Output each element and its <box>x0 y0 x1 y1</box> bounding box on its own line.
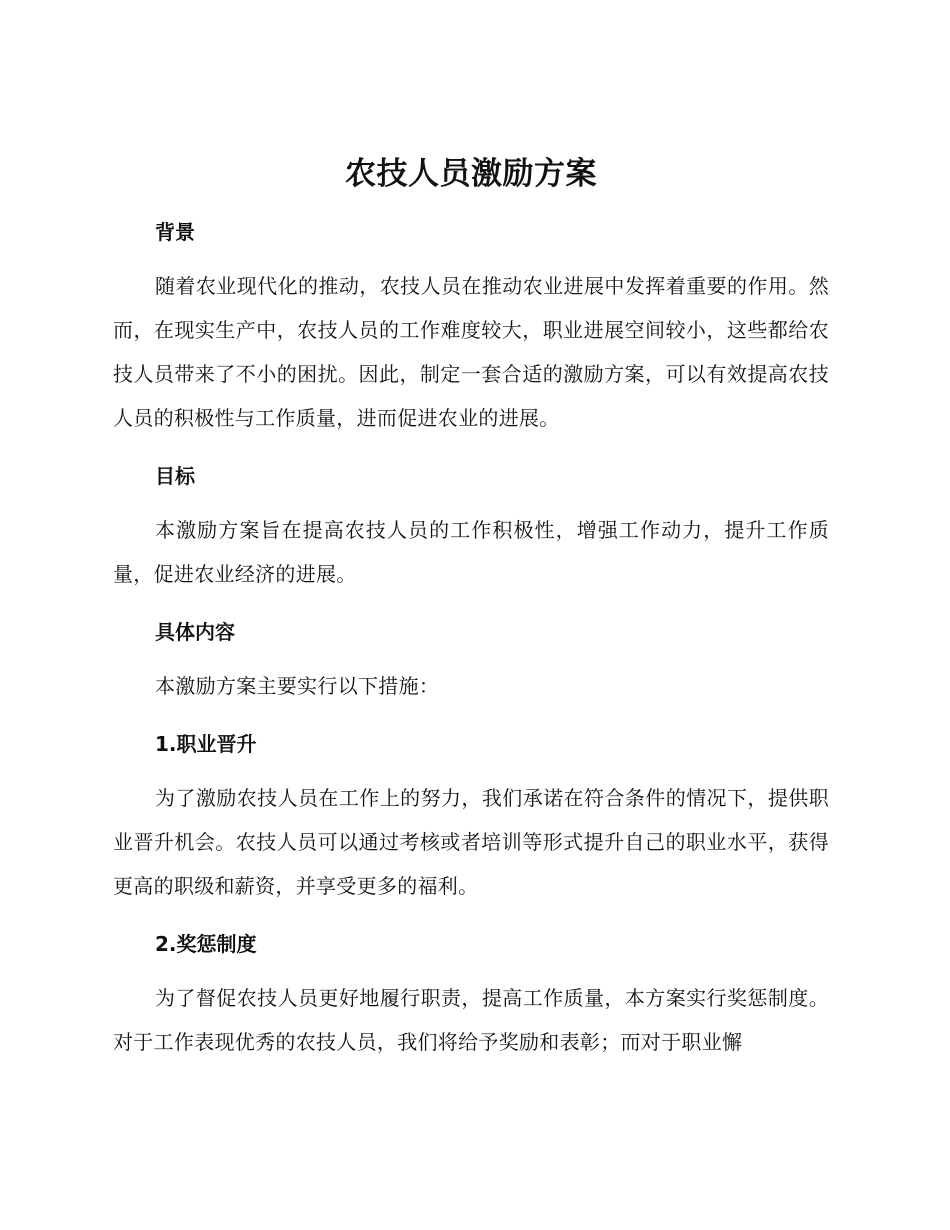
paragraph-goal: 本激励方案旨在提高农技人员的工作积极性，增强工作动力，提升工作质量，促进农业经济的进展。 <box>113 518 829 586</box>
section-heading-content: 具体内容 <box>155 620 235 644</box>
paragraph-promotion: 为了激励农技人员在工作上的努力，我们承诺在符合条件的情况下，提供职业晋升机会。农技人员可以通过考核或者培训等形式提升自己的职业水平，获得更高的职级和薪资，并享受更多的福利。 <box>113 786 829 898</box>
subsection-heading-promotion: 1.职业晋升 <box>155 732 257 756</box>
subsection-heading-rewards: 2.奖惩制度 <box>155 932 257 956</box>
section-heading-background: 背景 <box>155 220 195 244</box>
paragraph-background: 随着农业现代化的推动，农技人员在推动农业进展中发挥着重要的作用。然而，在现实生产中，农技人员的工作难度较大，职业进展空间较小，这些都给农技人员带来了不小的困扰。因此，制定一套合适的激励方案，可以有效提高农技人员的积极性与工作质量，进而促进农业的进展。 <box>113 274 829 430</box>
document-page <box>113 148 829 1064</box>
paragraph-rewards: 为了督促农技人员更好地履行职责，提高工作质量，本方案实行奖惩制度。对于工作表现优秀的农技人员，我们将给予奖励和表彰；而对于职业懈 <box>113 986 829 1054</box>
section-heading-goal: 目标 <box>155 464 195 488</box>
document-title: 农技人员激励方案 <box>345 156 597 192</box>
paragraph-content-intro: 本激励方案主要实行以下措施： <box>155 674 440 698</box>
